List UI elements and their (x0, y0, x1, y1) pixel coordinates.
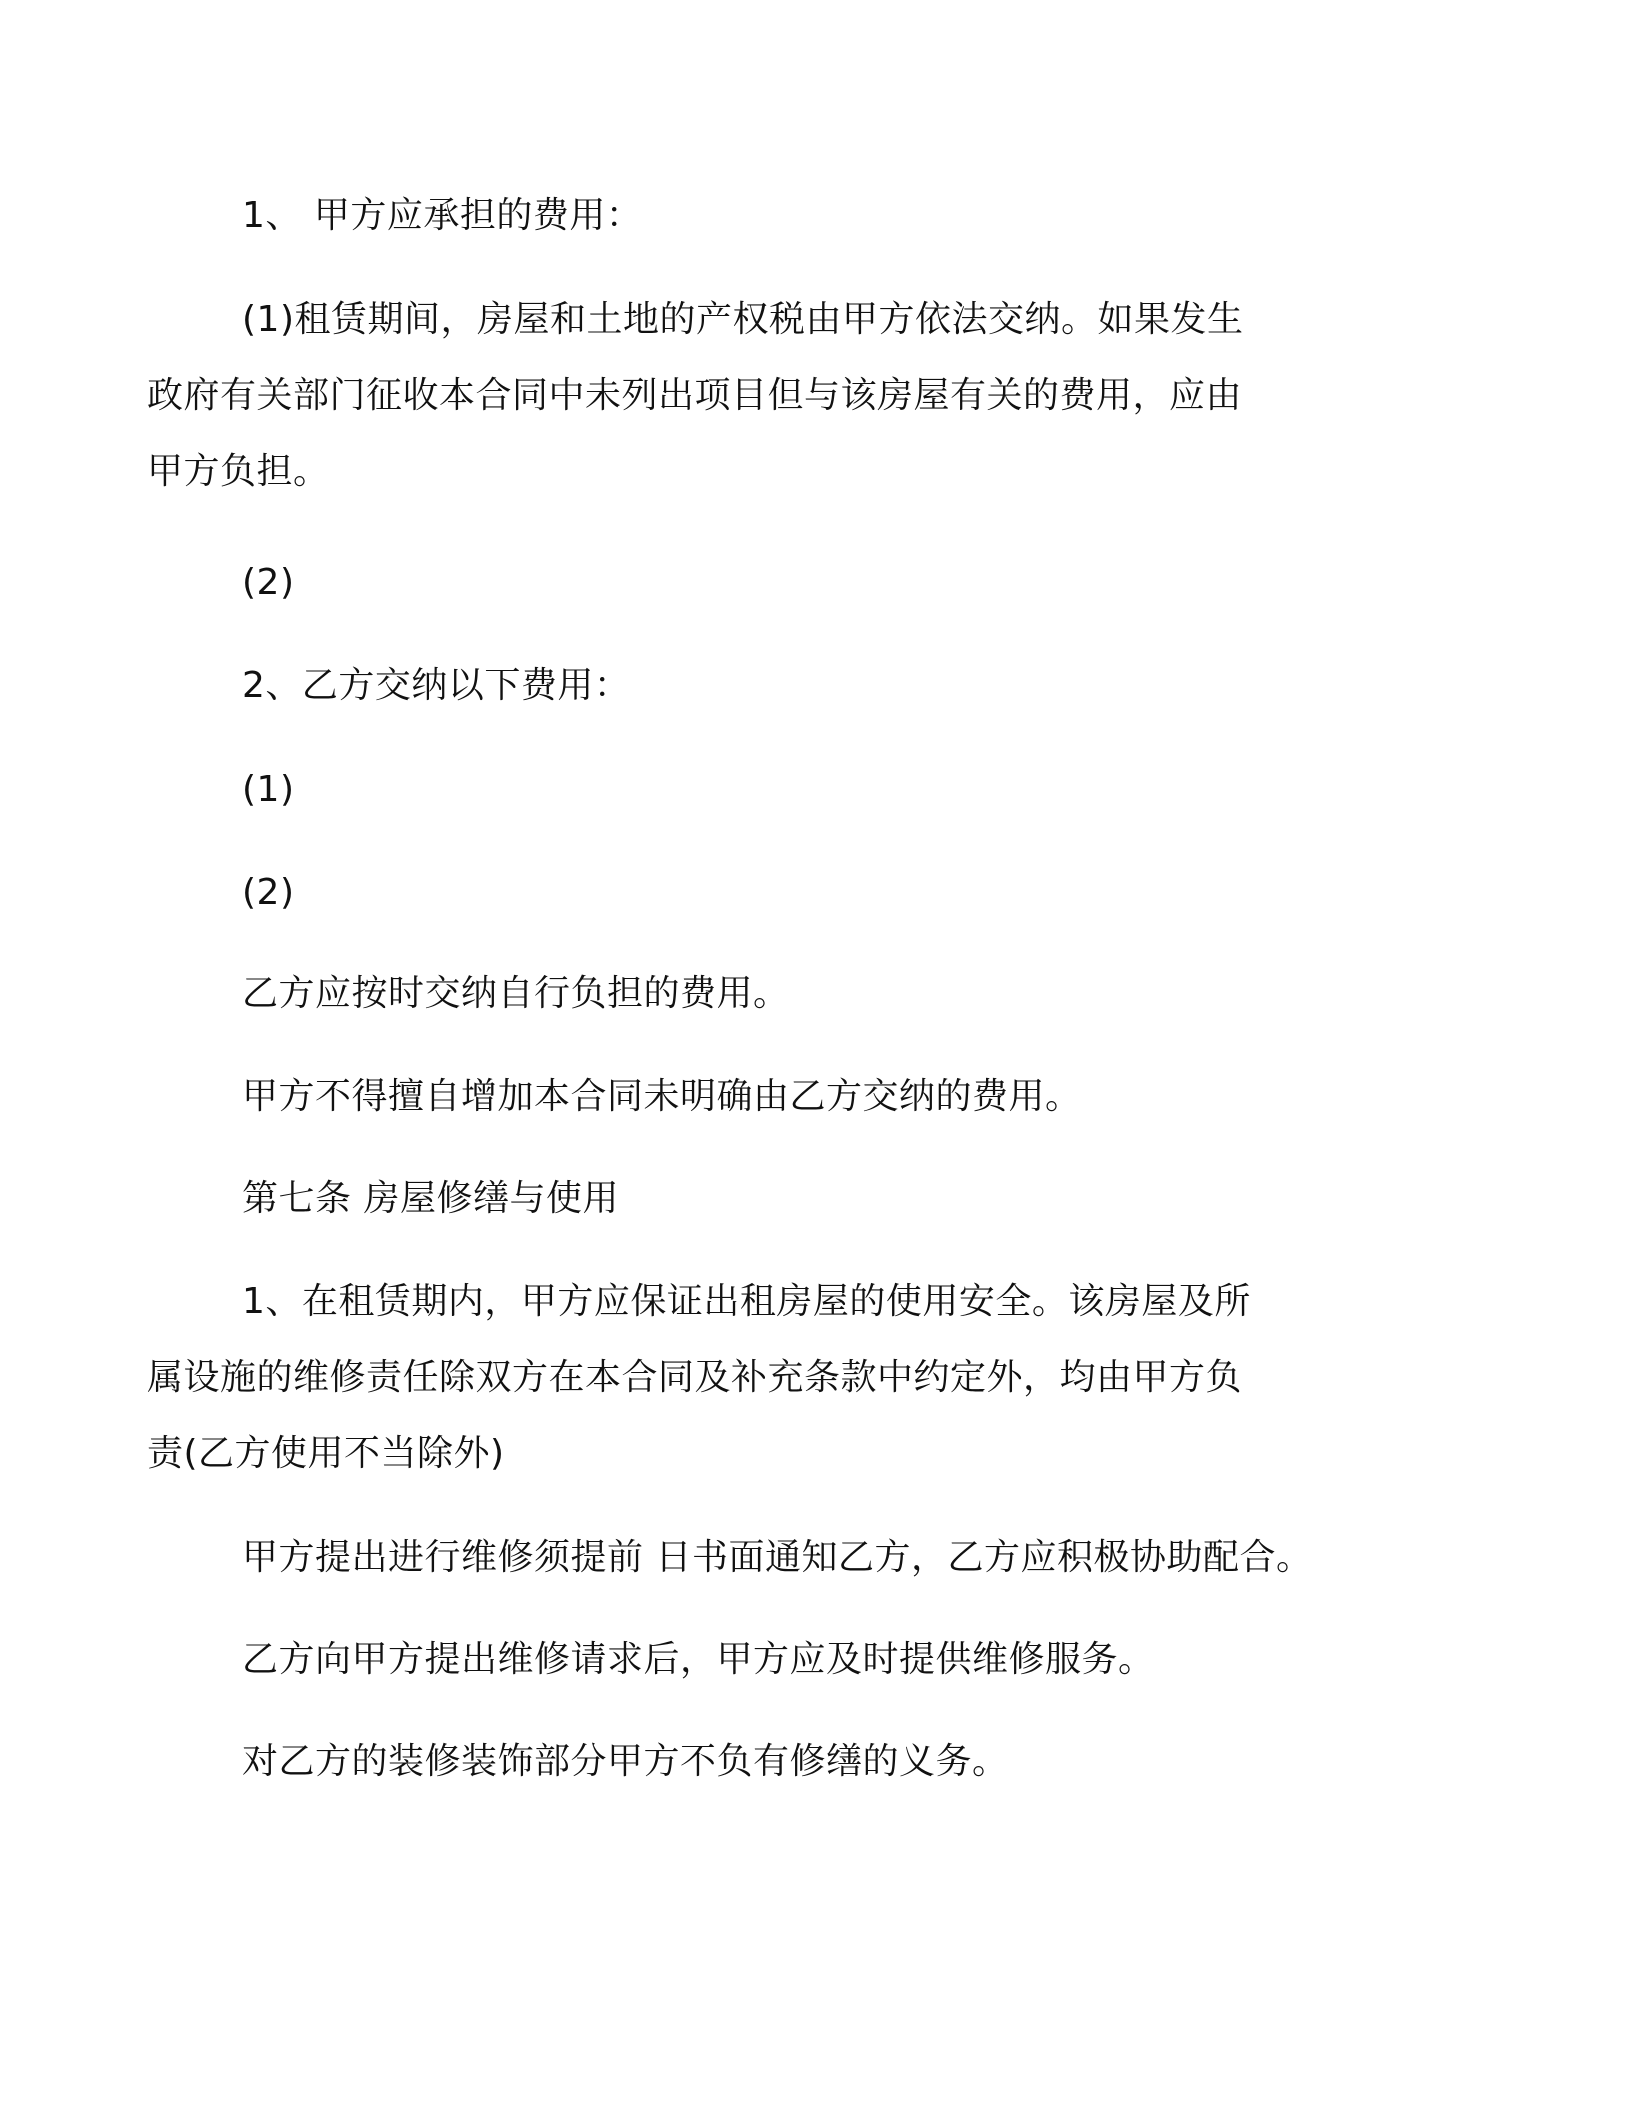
clause-2-note-2 (242, 1059, 1392, 1135)
clause-2-heading (242, 648, 1392, 724)
article-7-heading (242, 1161, 1392, 1237)
clause-2-note-1 (242, 956, 1392, 1032)
clause-1-item-2 (242, 545, 1392, 621)
text-line: 责(乙方使用不当除外) (147, 1433, 505, 1474)
article-7-note-3 (242, 1724, 1392, 1800)
text-line: (2) (242, 562, 295, 603)
clause-2-item-2 (242, 855, 1392, 931)
text-line: 属设施的维修责任除双方在本合同及补充条款中约定外，均由甲方负 (147, 1357, 1243, 1398)
text-line: 2、乙方交纳以下费用： (242, 665, 631, 706)
clause-1-item-1 (147, 282, 1392, 510)
clause-1-heading (242, 178, 1392, 254)
text-line: 第七条 房屋修缮与使用 (242, 1178, 619, 1219)
clause-2-item-1 (242, 752, 1392, 828)
text-line: 甲方负担。 (147, 451, 330, 492)
text-line: 乙方向甲方提出维修请求后，甲方应及时提供维修服务。 (242, 1639, 1155, 1680)
text-line: 政府有关部门征收本合同中未列出项目但与该房屋有关的费用，应由 (147, 375, 1243, 416)
text-line: 甲方提出进行维修须提前 日书面通知乙方，乙方应积极协助配合。 (242, 1537, 1313, 1578)
article-7-note-1 (242, 1520, 1392, 1596)
text-line: 甲方不得擅自增加本合同未明确由乙方交纳的费用。 (242, 1076, 1082, 1117)
text-line: (1)租赁期间，房屋和土地的产权税由甲方依法交纳。如果发生 (242, 299, 1244, 340)
text-line: (2) (242, 872, 295, 913)
text-line: 1、在租赁期内，甲方应保证出租房屋的使用安全。该房屋及所 (242, 1281, 1251, 1322)
text-line: (1) (242, 769, 295, 810)
article-7-item-1 (147, 1264, 1392, 1492)
text-line: 乙方应按时交纳自行负担的费用。 (242, 973, 790, 1014)
text-line: 1、 甲方应承担的费用： (242, 195, 643, 236)
article-7-note-2 (242, 1622, 1392, 1698)
text-line: 对乙方的装修装饰部分甲方不负有修缮的义务。 (242, 1741, 1009, 1782)
